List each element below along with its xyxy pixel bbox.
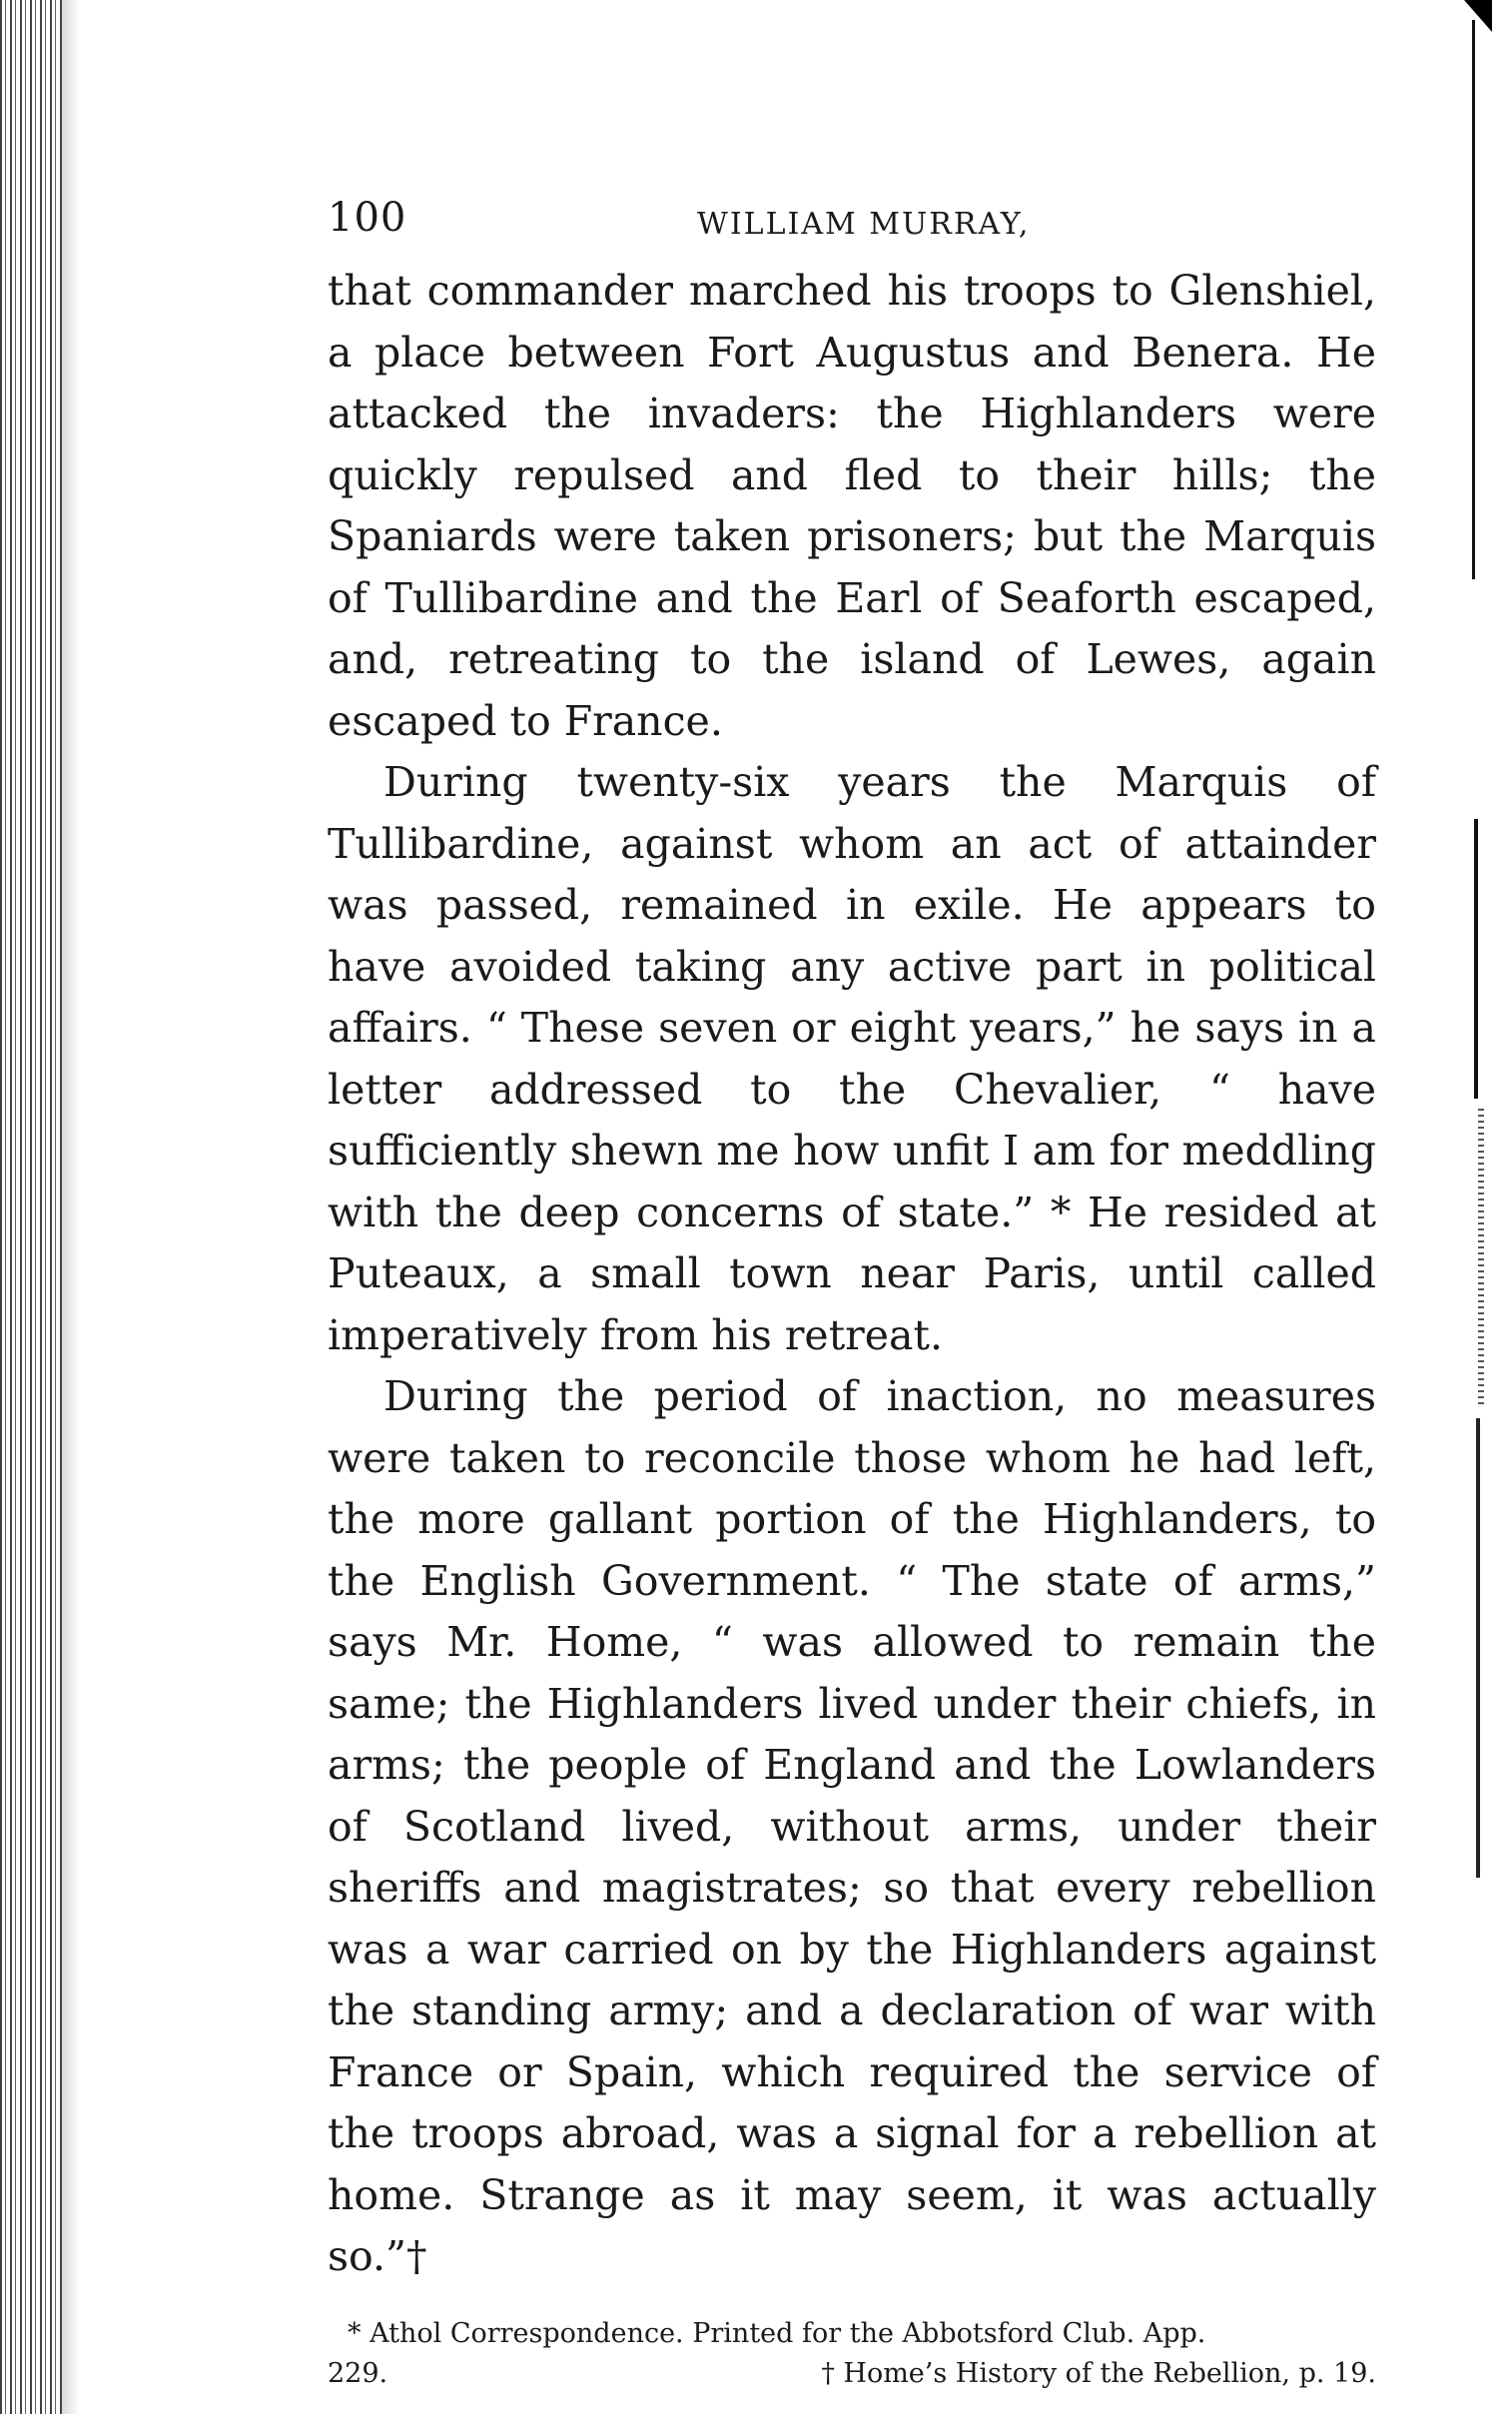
scan-edge-line [1474, 819, 1478, 1099]
running-head: WILLIAM MURRAY, [697, 207, 1031, 242]
footnote-row [328, 2354, 1376, 2394]
binding-gutter [0, 0, 62, 2414]
binding-shadow [62, 0, 80, 2414]
footnote-1: * Athol Correspondence. Printed for the Abbotsford Club. App. [348, 2317, 1206, 2349]
page-number: 100 [328, 195, 407, 241]
paragraph: During the period of inaction, no measures were taken to reconcile those whom he had left, the more gallant portion of the Highlanders, to the English Government. “ The state of arms,” says Mr. Home, “ was allowed to remain the same; the Highlanders lived under their chiefs, in arms; the people of England and the Lowlanders of Scotland lived, without arms, under their sheriffs and magistrates; so that every rebellion was a war carried on by the Highlanders against the standing army; and a declaration of war with France or Spain, which required the service of the troops abroad, was a signal for a rebellion at home. Strange as it may seem, it was actually so.”† [328, 1372, 1376, 2280]
scan-corner-mark [1464, 0, 1492, 32]
page-header [328, 195, 1376, 255]
paragraph: that commander marched his troops to Glenshiel, a place between Fort Augustus and Benera. He attacked the invaders: the Highlanders were quickly repulsed and fled to their hills; the Spaniards were taken prisoners; but the Marquis of Tullibardine and the Earl of Seaforth escaped, and, retreating to the island of Lewes, again escaped to France. [328, 267, 1376, 745]
scan-edge-line [1472, 20, 1475, 579]
scan-edge-line [1476, 1418, 1480, 1878]
paragraph: During twenty-six years the Marquis of Tullibardine, against whom an act of attainder was passed, remained in exile. He appears to have avoided taking any active part in political affairs. “ These seven or eight years,” he says in a letter addressed to the Chevalier, “ have sufficiently shewn me how unfit I am for meddling with the deep concerns of state.” * He resided at Puteaux, a small town near Paris, until called imperatively from his retreat. [328, 758, 1376, 1359]
footnote-1-continuation: 229. [328, 2357, 388, 2389]
book-page [328, 195, 1376, 2394]
body-text [328, 261, 1376, 2288]
scan-edge-dots [1478, 1109, 1484, 1408]
footnotes [328, 2314, 1376, 2394]
footnote-2: † Home’s History of the Rebellion, p. 19. [821, 2357, 1376, 2389]
